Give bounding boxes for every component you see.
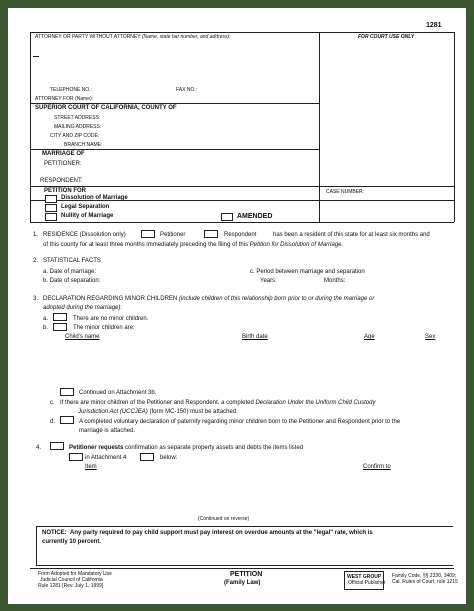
footer-form-adopted: Form Adopted for Mandatory Use xyxy=(38,571,112,577)
case-number-label[interactable]: CASE NUMBER: xyxy=(326,189,365,195)
dissolution-checkbox[interactable] xyxy=(45,195,57,203)
court-use-label: FOR COURT USE ONLY xyxy=(358,34,415,40)
caption-column-divider xyxy=(319,32,320,200)
residence-line2: of this county for at least three months immediately preceding the filing of this Petition for Dissolution of Marriage. xyxy=(43,242,344,248)
residence-respondent-label: Respondent xyxy=(224,232,257,238)
months-label[interactable]: Months: xyxy=(324,278,346,284)
birth-date-column: Birth date xyxy=(242,334,268,340)
publisher-name: WEST GROUP xyxy=(347,574,382,580)
no-minor-children-checkbox[interactable] xyxy=(53,313,67,321)
confirm-to-column: Confirm to xyxy=(363,464,391,470)
petitioner-requests-checkbox[interactable] xyxy=(50,442,64,450)
below-label: below: xyxy=(160,455,178,461)
amended-label: AMENDED xyxy=(237,213,273,220)
caption-top-border xyxy=(30,32,454,33)
property-number: 4. xyxy=(36,445,42,451)
date-of-separation-label[interactable]: b. Date of separation: xyxy=(43,278,101,284)
minors-d-letter: d. xyxy=(50,419,56,425)
residence-respondent-checkbox[interactable] xyxy=(204,230,218,238)
nullity-label: Nullity of Marriage xyxy=(61,213,114,219)
minors-number: 3. xyxy=(33,296,39,302)
years-label[interactable]: Years: xyxy=(260,278,277,284)
caption-right-border xyxy=(454,32,455,200)
fax-label[interactable]: FAX NO.: xyxy=(176,87,198,93)
form-number: 1281 xyxy=(426,22,442,29)
minor-children-checkbox[interactable] xyxy=(53,323,67,331)
telephone-label[interactable]: TELEPHONE NO.: xyxy=(50,87,92,93)
dissolution-label: Dissolution of Marriage xyxy=(61,195,128,201)
caption-left-border xyxy=(30,32,31,200)
residence-heading: RESIDENCE (Dissolution only) xyxy=(43,232,126,238)
notice-text-line2: currently 10 percent. xyxy=(42,539,102,545)
paternity-checkbox[interactable] xyxy=(60,416,74,424)
attorney-label: ATTORNEY OR PARTY WITHOUT ATTORNEY (Name, state bar number, and address): xyxy=(35,34,231,40)
petitioner-label[interactable]: PETITIONER: xyxy=(44,161,82,167)
petition-divider xyxy=(30,186,454,187)
residence-line1-tail: has been a resident of this state for at least six months and xyxy=(273,232,430,238)
uccjea-line1: If there are minor children of the Petitioner and Respondent, a completed Declaration Under the Uniform Child Custody xyxy=(60,400,376,406)
paternity-line1: A completed voluntary declaration of paternity regarding minor children born to the Petitioner and Respondent prior to the xyxy=(79,419,401,425)
respondent-label[interactable]: RESPONDENT: xyxy=(40,178,83,184)
minors-heading: DECLARATION REGARDING MINOR CHILDREN (include children of this relationship born prior to or during the marriage or xyxy=(43,296,375,302)
street-address-label[interactable]: STREET ADDRESS: xyxy=(54,115,101,121)
continued-3b-checkbox[interactable] xyxy=(60,388,74,396)
nullity-checkbox[interactable] xyxy=(45,213,57,221)
petition-for-label: PETITION FOR xyxy=(44,188,86,194)
caption-right-border-2 xyxy=(454,200,455,222)
parties-divider xyxy=(30,149,319,150)
item-column: Item xyxy=(85,464,97,470)
amended-checkbox[interactable] xyxy=(221,213,233,221)
attorney-name-mark xyxy=(33,56,39,57)
footer-subtitle: (Family Law) xyxy=(224,580,261,586)
attorney-for-label[interactable]: ATTORNEY FOR (Name): xyxy=(35,96,94,102)
caption-left-border-2 xyxy=(30,200,31,222)
residence-petitioner-checkbox[interactable] xyxy=(141,230,155,238)
uccjea-line2: Jurisdiction Act (UCCJEA) (form MC-150) must be attached. xyxy=(78,409,238,415)
petition-form-page xyxy=(8,8,466,604)
footer-judicial-council: Judicial Council of California xyxy=(40,577,103,583)
period-label: c. Period between marriage and separation xyxy=(250,269,365,275)
publisher-label: Official Publisher xyxy=(348,580,386,586)
paternity-line2: marriage is attached. xyxy=(79,428,136,434)
continued-on-reverse: (Continued on reverse) xyxy=(198,516,250,522)
petitioner-requests-line: Petitioner requests confirmation as separate property assets and debts the items listed xyxy=(69,445,304,451)
court-divider xyxy=(30,103,319,104)
legal-separation-checkbox[interactable] xyxy=(45,204,57,212)
marriage-of-label: MARRIAGE OF xyxy=(42,151,85,157)
minors-heading-line2: adopted during the marriage): xyxy=(43,305,123,311)
footer-rules-of-court: Cal. Rules of Court, rule 1215 xyxy=(392,579,458,585)
branch-name-label[interactable]: BRANCH NAME: xyxy=(64,142,103,148)
age-column: Age xyxy=(364,334,375,340)
residence-petitioner-label: Petitioner xyxy=(160,232,186,238)
residence-number: 1. xyxy=(33,232,39,238)
notice-text-line1: NOTICE: Any party required to pay child support must pay interest on overdue amounts at the "legal" rate, which is xyxy=(42,530,373,536)
footer-rule xyxy=(30,568,454,569)
attachment-4-checkbox[interactable] xyxy=(69,453,83,461)
attachment-4-label: in Attachment 4 xyxy=(85,455,127,461)
caption-end-line xyxy=(30,222,454,223)
sex-column: Sex xyxy=(425,334,436,340)
legal-separation-label: Legal Separation xyxy=(61,204,110,210)
minors-c-letter: c. xyxy=(50,400,55,406)
continued-3b-label: Continued on Attachment 3b. xyxy=(79,390,157,396)
mailing-address-label[interactable]: MAILING ADDRESS: xyxy=(54,124,102,130)
footer-family-code: Family Code, §§ 2330, 3409; xyxy=(392,573,457,579)
no-minor-children-label: There are no minor children. xyxy=(73,316,149,322)
minor-children-label: The minor children are: xyxy=(73,325,135,331)
date-of-marriage-label[interactable]: a. Date of marriage: xyxy=(43,269,97,275)
child-name-column: Child's name xyxy=(65,334,100,340)
court-title: SUPERIOR COURT OF CALIFORNIA, COUNTY OF xyxy=(35,105,177,111)
city-zip-label[interactable]: CITY AND ZIP CODE: xyxy=(50,133,100,139)
stats-heading: STATISTICAL FACTS xyxy=(43,258,101,264)
minors-a-letter: a. xyxy=(43,316,49,322)
footer-title: PETITION xyxy=(230,571,263,578)
below-checkbox[interactable] xyxy=(140,453,154,461)
footer-rule-number: Rule 1281 [Rev. July 1, 1999] xyxy=(38,583,104,589)
minors-b-letter: b. xyxy=(43,325,49,331)
stats-number: 2. xyxy=(33,258,39,264)
caption-column-divider-2 xyxy=(319,200,320,222)
